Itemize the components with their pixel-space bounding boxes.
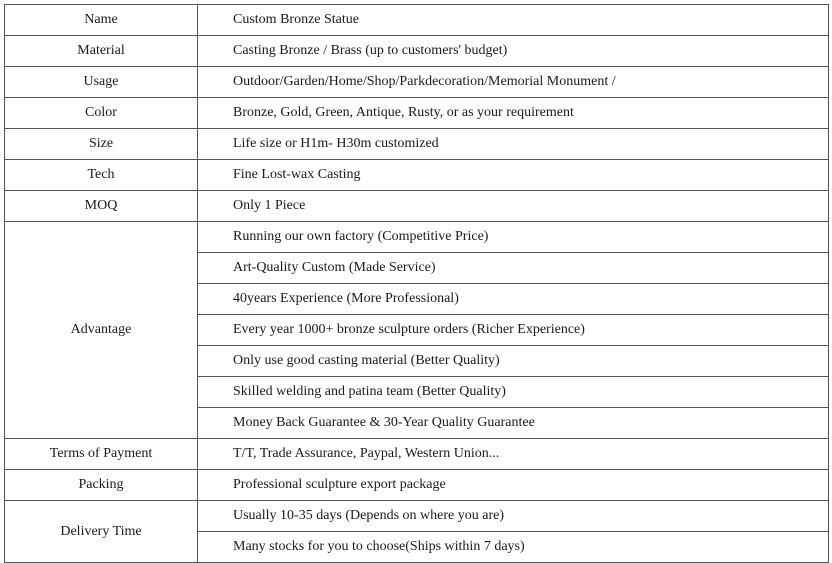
table-row bbox=[5, 160, 829, 191]
row-value: Many stocks for you to choose(Ships within 7 days) bbox=[198, 532, 829, 563]
row-label: Advantage bbox=[5, 222, 198, 439]
row-value: Life size or H1m- H30m customized bbox=[198, 129, 829, 160]
row-value: Usually 10-35 days (Depends on where you are) bbox=[198, 501, 829, 532]
row-value: Only 1 Piece bbox=[198, 191, 829, 222]
row-value: Skilled welding and patina team (Better Quality) bbox=[198, 377, 829, 408]
row-value: Running our own factory (Competitive Price) bbox=[198, 222, 829, 253]
row-label: Usage bbox=[5, 67, 198, 98]
row-value: T/T, Trade Assurance, Paypal, Western Union... bbox=[198, 439, 829, 470]
table-row bbox=[5, 5, 829, 36]
table-row bbox=[5, 439, 829, 470]
row-value: Only use good casting material (Better Quality) bbox=[198, 346, 829, 377]
row-label: Terms of Payment bbox=[5, 439, 198, 470]
row-label: Tech bbox=[5, 160, 198, 191]
row-value: Professional sculpture export package bbox=[198, 470, 829, 501]
row-label: MOQ bbox=[5, 191, 198, 222]
row-value: Outdoor/Garden/Home/Shop/Parkdecoration/Memorial Monument / bbox=[198, 67, 829, 98]
row-value: Bronze, Gold, Green, Antique, Rusty, or as your requirement bbox=[198, 98, 829, 129]
row-value: Art-Quality Custom (Made Service) bbox=[198, 253, 829, 284]
row-value: Fine Lost-wax Casting bbox=[198, 160, 829, 191]
table-row bbox=[5, 129, 829, 160]
table-row bbox=[5, 36, 829, 67]
row-label: Size bbox=[5, 129, 198, 160]
product-spec-table bbox=[4, 4, 829, 563]
row-value: Casting Bronze / Brass (up to customers' budget) bbox=[198, 36, 829, 67]
row-value: Every year 1000+ bronze sculpture orders (Richer Experience) bbox=[198, 315, 829, 346]
row-label: Packing bbox=[5, 470, 198, 501]
table-row bbox=[5, 222, 829, 253]
row-label: Delivery Time bbox=[5, 501, 198, 563]
table-row bbox=[5, 98, 829, 129]
row-label: Color bbox=[5, 98, 198, 129]
table-row bbox=[5, 501, 829, 532]
table-row bbox=[5, 67, 829, 98]
row-value: 40years Experience (More Professional) bbox=[198, 284, 829, 315]
table-row bbox=[5, 470, 829, 501]
row-value: Custom Bronze Statue bbox=[198, 5, 829, 36]
table-row bbox=[5, 191, 829, 222]
row-label: Material bbox=[5, 36, 198, 67]
row-label: Name bbox=[5, 5, 198, 36]
row-value: Money Back Guarantee & 30-Year Quality Guarantee bbox=[198, 408, 829, 439]
